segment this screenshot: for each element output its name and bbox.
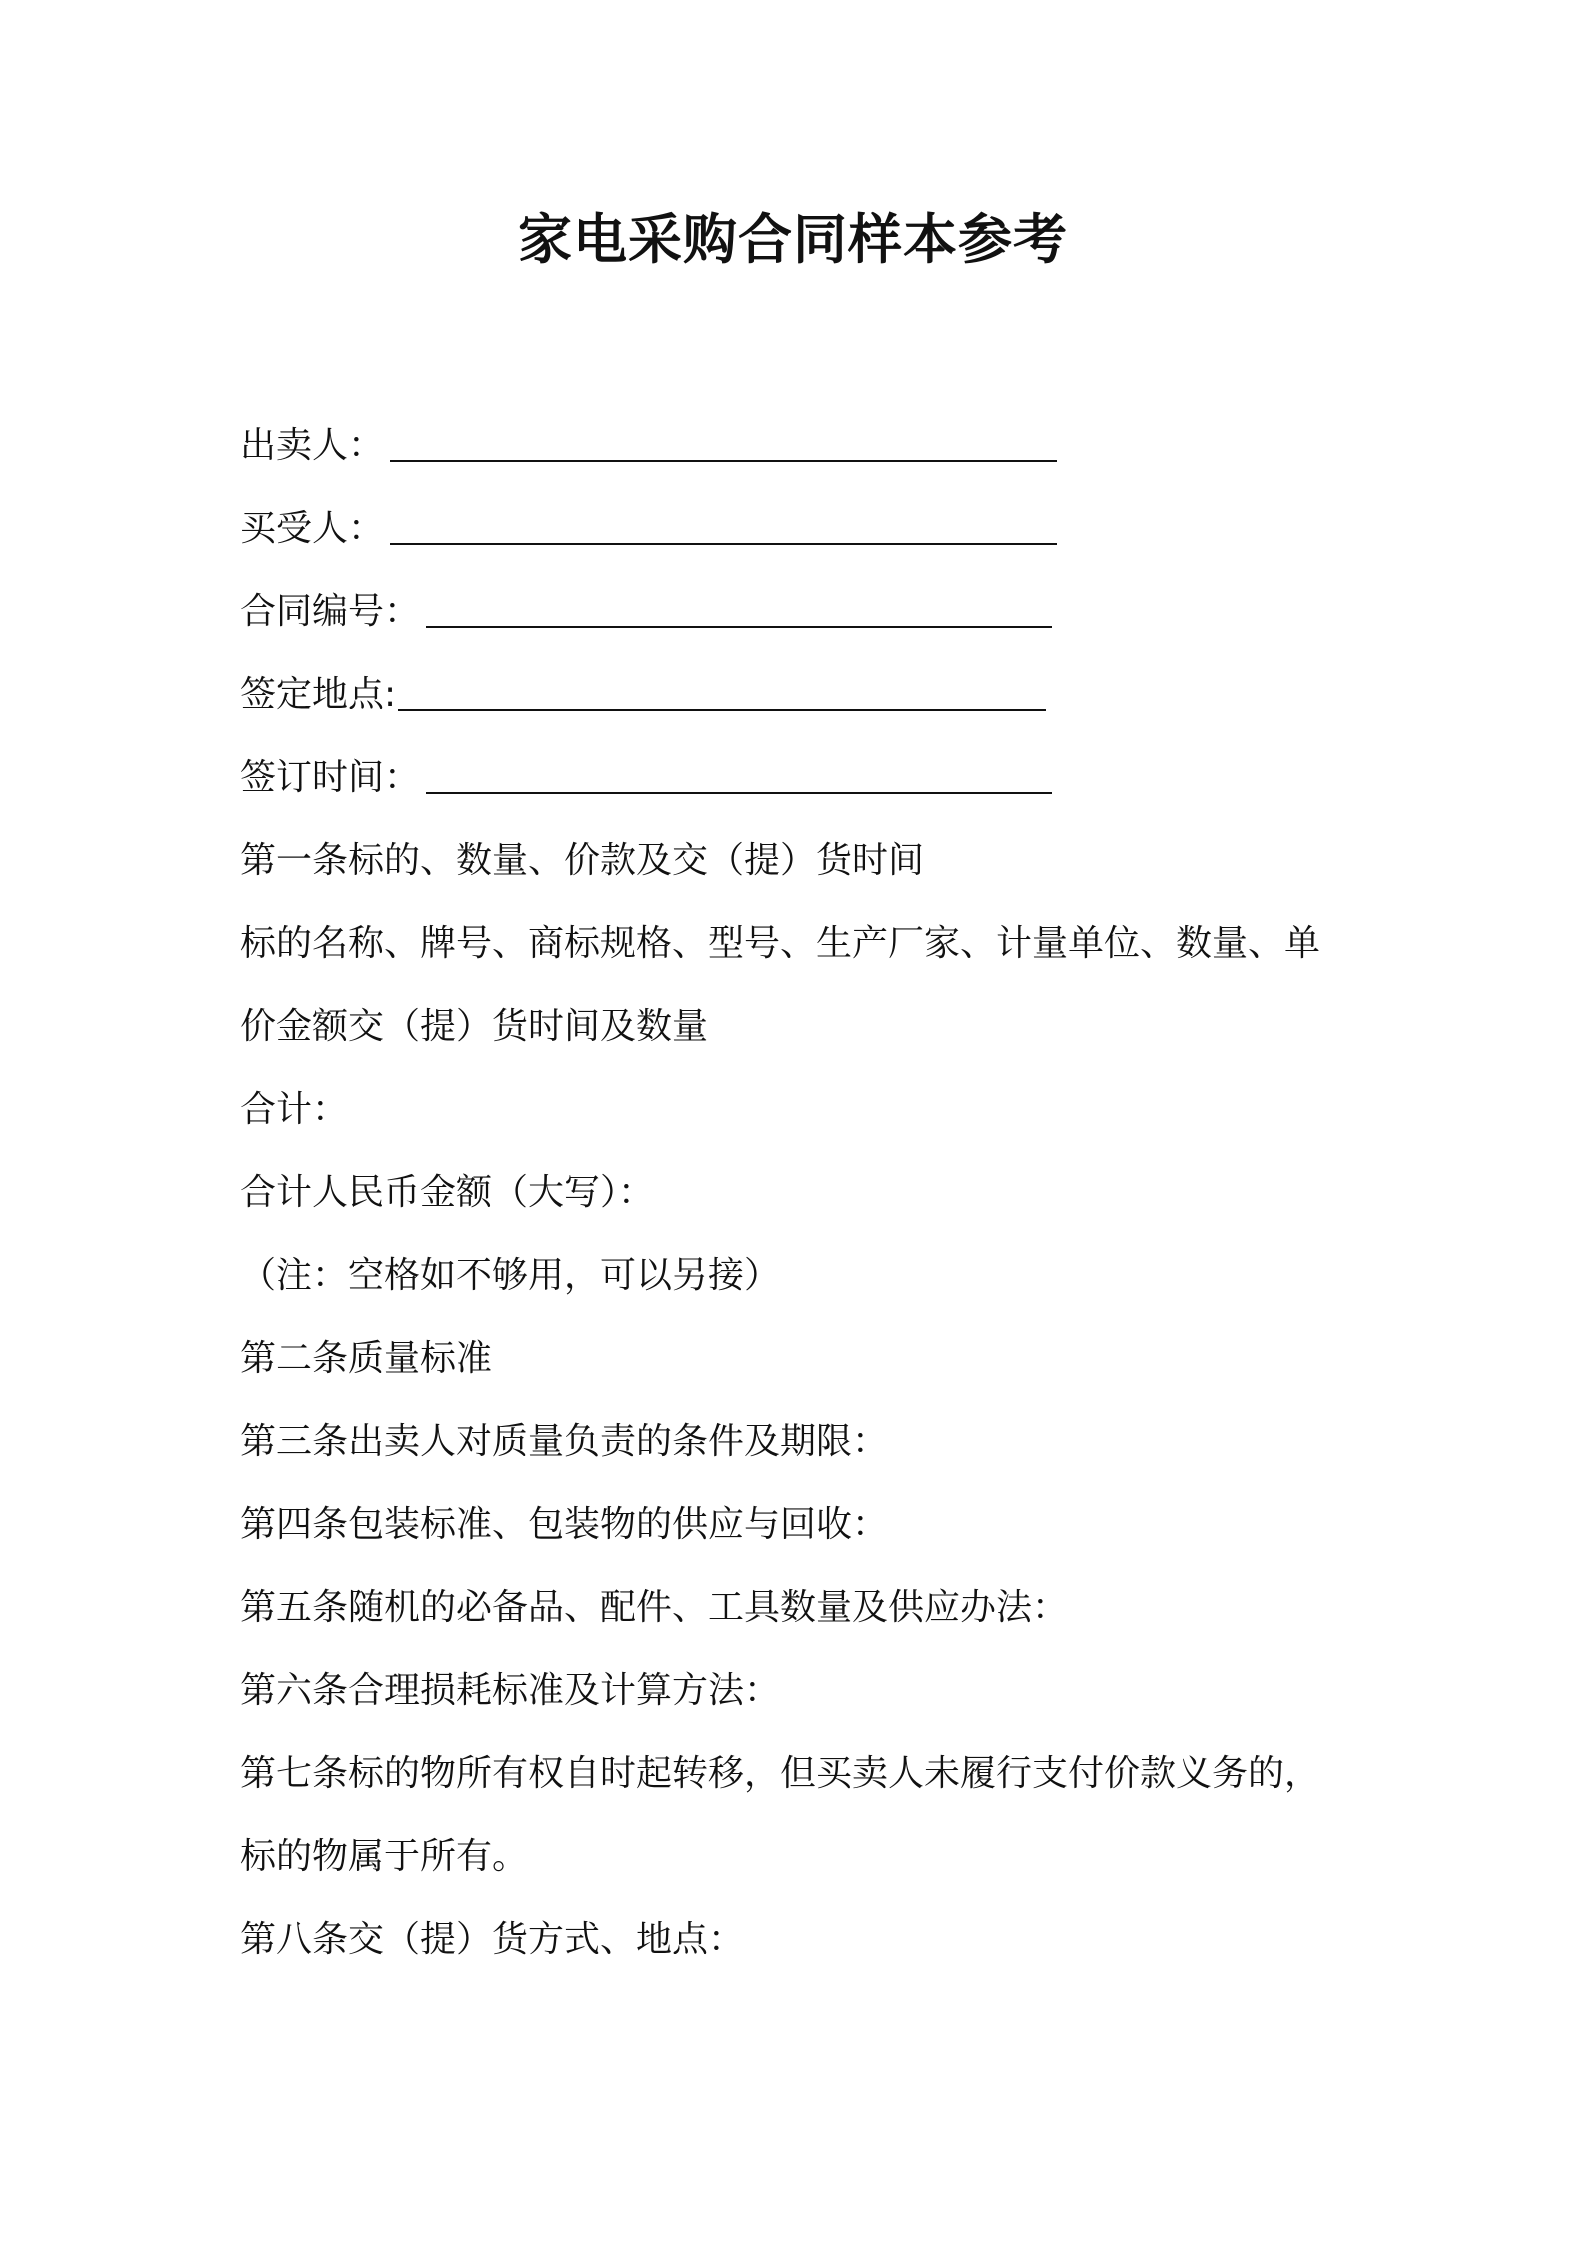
field-contract-number (240, 570, 1370, 653)
field-label-seller: 出卖人： (240, 425, 385, 466)
document-title: 家电采购合同样本参考 (518, 208, 1068, 271)
paragraph: 合计： (240, 1089, 349, 1130)
blank-line-signing-time (426, 792, 1052, 794)
paragraph: 第七条标的物所有权自时起转移，但买卖人未履行支付价款义务的， (240, 1753, 1321, 1794)
paragraph: 标的物属于所有。 (240, 1836, 529, 1877)
paragraph: 第六条合理损耗标准及计算方法： (240, 1670, 781, 1711)
field-signing-place (240, 653, 1370, 736)
paragraph: 合计人民币金额（大写）： (240, 1172, 655, 1213)
field-signing-time (240, 736, 1370, 819)
blank-line-contract-number (426, 626, 1052, 628)
paragraph: 标的名称、牌号、商标规格、型号、生产厂家、计量单位、数量、单 (240, 923, 1321, 964)
blank-line-seller (390, 460, 1057, 462)
paragraph: 第四条包装标准、包装物的供应与回收： (240, 1504, 889, 1545)
paragraph: 第一条标的、数量、价款及交（提）货时间 (240, 840, 925, 881)
field-label-contract-number: 合同编号： (240, 591, 421, 632)
field-label-signing-place: 签定地点: (240, 674, 397, 715)
document-body (240, 404, 1370, 1981)
blank-line-signing-place (398, 709, 1046, 711)
paragraph: （注：空格如不够用，可以另接） (240, 1255, 781, 1296)
paragraph: 第八条交（提）货方式、地点： (240, 1919, 745, 1960)
field-label-buyer: 买受人： (240, 508, 385, 549)
paragraph: 第三条出卖人对质量负责的条件及期限： (240, 1421, 889, 1462)
paragraph: 第五条随机的必备品、配件、工具数量及供应办法： (240, 1587, 1069, 1628)
paragraph: 第二条质量标准 (240, 1338, 493, 1379)
blank-line-buyer (390, 543, 1057, 545)
field-label-signing-time: 签订时间： (240, 757, 421, 798)
field-buyer (240, 487, 1370, 570)
paragraph: 价金额交（提）货时间及数量 (240, 1006, 709, 1047)
field-seller (240, 404, 1370, 487)
